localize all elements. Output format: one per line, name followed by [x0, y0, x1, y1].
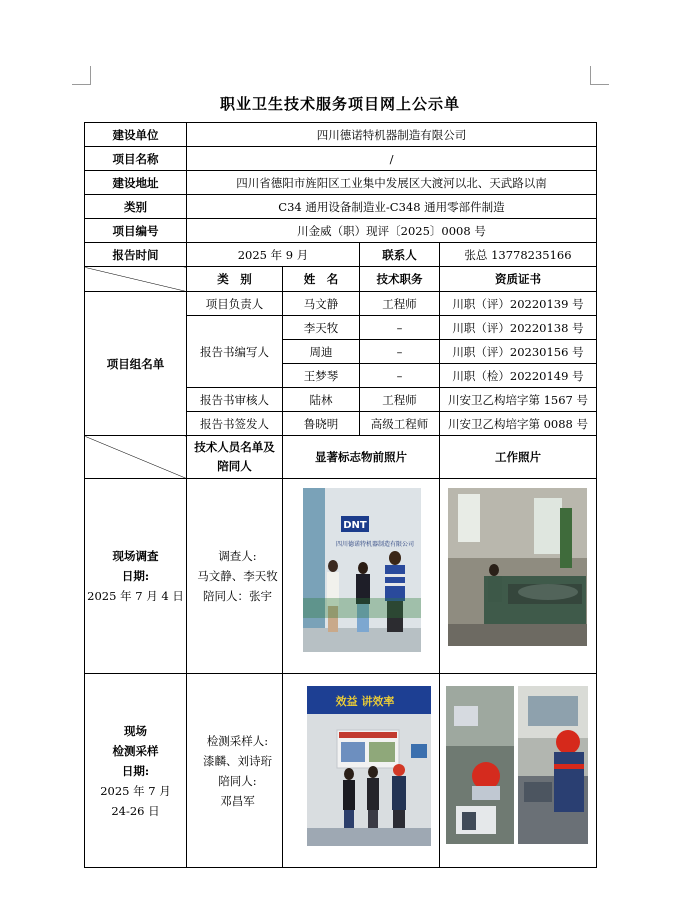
survey-label-2: 日期:: [121, 569, 150, 583]
value-report-time: 2025 年 9 月: [187, 243, 360, 267]
survey-work-photo-cell: [440, 479, 597, 674]
value-contact: 张总 13778235166: [440, 243, 597, 267]
row-address: [85, 171, 597, 195]
header-title: 技术职务: [360, 267, 440, 292]
row-survey: [85, 479, 597, 674]
investigators: 马文静、李天牧: [197, 569, 278, 583]
investigator-label: 调查人:: [218, 549, 257, 563]
value-address: 四川省德阳市旌阳区工业集中发展区大渡河以北、天武路以南: [187, 171, 597, 195]
team-title: 工程师: [360, 388, 440, 412]
row-category: [85, 195, 597, 219]
sampling-date-cell: [85, 674, 187, 868]
row-project-name: [85, 147, 597, 171]
survey-companion: 陪同人：张宇: [203, 589, 272, 603]
team-name: 马文静: [283, 292, 360, 316]
survey-date: 2025 年 7 月 4 日: [87, 589, 184, 603]
team-row: [85, 292, 597, 316]
survey-label-1: 现场调查: [112, 549, 159, 563]
label-category: 类别: [85, 195, 187, 219]
header-tech-staff: 技术人员名单及陪同人: [187, 436, 283, 479]
value-project-no: 川金威（职）现评〔2025〕0008 号: [187, 219, 597, 243]
label-project-no: 项目编号: [85, 219, 187, 243]
crop-mark-top-right: [590, 66, 609, 85]
header-cert: 资质证书: [440, 267, 597, 292]
sampler-label: 检测采样人:: [206, 733, 269, 748]
sampling-work-photo-cell: [440, 674, 597, 868]
sampling-date-1: 2025 年 7 月: [100, 783, 171, 798]
row-unit: [85, 123, 597, 147]
sign-text: 四川德诺特机器制造有限公司: [335, 541, 415, 548]
team-name: 鲁晓明: [283, 412, 360, 436]
document-title: 职业卫生技术服务项目网上公示单: [219, 95, 460, 113]
info-table: [84, 122, 597, 868]
team-role: 报告书审核人: [187, 388, 283, 412]
sampling-work-photo-1: [446, 686, 514, 844]
diagonal-cell: [85, 436, 187, 479]
survey-date-cell: [85, 479, 187, 674]
team-name: 王梦琴: [283, 364, 360, 388]
team-cert: 川职（评）20230156 号: [440, 340, 597, 364]
team-title: –: [360, 316, 440, 340]
team-title: –: [360, 364, 440, 388]
value-category: C34 通用设备制造业-C348 通用零部件制造: [187, 195, 597, 219]
team-title: –: [360, 340, 440, 364]
team-cert: 川安卫乙构培字第 1567 号: [440, 388, 597, 412]
diagonal-cell: [85, 267, 187, 292]
header-work-photo: 工作照片: [440, 436, 597, 479]
row-photo-header: [85, 436, 597, 479]
sampling-staff-cell: [187, 674, 283, 868]
team-cert: 川职（检）20220149 号: [440, 364, 597, 388]
crop-mark-top-left: [72, 66, 91, 85]
team-title: 工程师: [360, 292, 440, 316]
header-landmark-photo: 显著标志物前照片: [283, 436, 440, 479]
row-team-header: [85, 267, 597, 292]
team-name: 周迪: [283, 340, 360, 364]
sampling-companion-label: 陪同人:: [218, 773, 257, 788]
banner-text: 效益 讲效率: [335, 695, 395, 708]
team-cert: 川职（评）20220139 号: [440, 292, 597, 316]
sampling-label-2: 检测采样: [112, 743, 159, 758]
sampling-label-1: 现场: [124, 723, 147, 738]
label-contact: 联系人: [360, 243, 440, 267]
team-cert: 川安卫乙构培字第 0088 号: [440, 412, 597, 436]
label-project-name: 项目名称: [85, 147, 187, 171]
team-role: 报告书签发人: [187, 412, 283, 436]
team-cert: 川职（评）20220138 号: [440, 316, 597, 340]
row-project-no: [85, 219, 597, 243]
label-team: 项目组名单: [85, 292, 187, 436]
team-name: 李天牧: [283, 316, 360, 340]
survey-landmark-photo-cell: [283, 479, 440, 674]
work-photo: [448, 488, 587, 646]
team-title: 高级工程师: [360, 412, 440, 436]
sampling-date-2: 24-26 日: [111, 803, 160, 818]
sampling-landmark-photo: [307, 686, 431, 846]
sampling-landmark-photo-cell: [283, 674, 440, 868]
value-unit: 四川德诺特机器制造有限公司: [187, 123, 597, 147]
label-address: 建设地址: [85, 171, 187, 195]
team-role: 报告书编写人: [187, 316, 283, 388]
team-role: 项目负责人: [187, 292, 283, 316]
sampling-label-3: 日期:: [121, 763, 150, 778]
label-unit: 建设单位: [85, 123, 187, 147]
team-name: 陆林: [283, 388, 360, 412]
header-name: 姓 名: [283, 267, 360, 292]
sampling-companion: 邓昌军: [220, 793, 255, 808]
value-project-name: /: [187, 147, 597, 171]
label-report-time: 报告时间: [85, 243, 187, 267]
survey-staff-cell: [187, 479, 283, 674]
row-sampling: [85, 674, 597, 868]
header-type: 类 别: [187, 267, 283, 292]
landmark-photo: [303, 488, 421, 652]
row-report-time: [85, 243, 597, 267]
samplers: 漆麟、刘诗珩: [203, 753, 272, 768]
sign-logo: DNT: [343, 520, 367, 531]
sampling-work-photo-2: [518, 686, 588, 844]
